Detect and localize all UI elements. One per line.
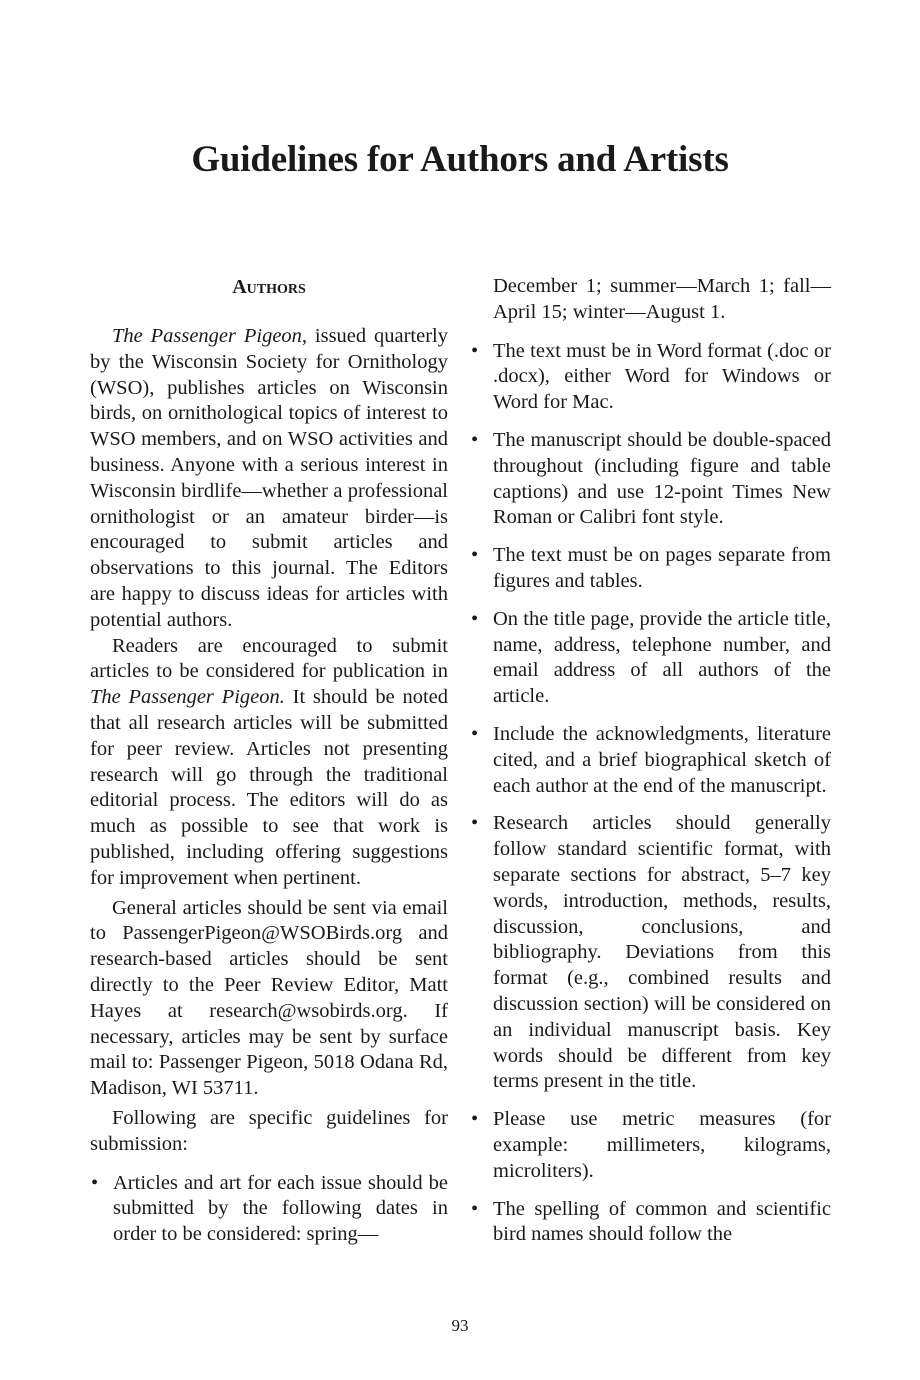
bullet-icon: • bbox=[471, 812, 479, 835]
list-item bbox=[90, 1171, 448, 1248]
list-item bbox=[470, 428, 831, 531]
list-item-text: Research articles should generally follow standard scientific format, with separate sections for abstract, 5–7 key words, introduction, methods, results, discussion, conclusions, and bibliography. Deviations from this format (e.g., combined results and discussion section) will be considered on an individual manuscript basis. Key words should be different from key terms present in the title. bbox=[493, 812, 831, 1093]
list-item-text: The text must be on pages separate from figures and tables. bbox=[493, 544, 831, 592]
paragraph-intro-text: , issued quarterly by the Wisconsin Society for Ornithology (WSO), publishes articles on Wisconsin birds, on ornithological topics of interest to WSO members, and on WSO activities and business. Anyone with a serious interest in Wisconsin birdlife—whether a professional ornithologist or an amateur birder—is encouraged to submit articles and observations to this journal. The Editors are happy to discuss ideas for articles with potential authors. bbox=[90, 325, 448, 631]
list-item bbox=[470, 1197, 831, 1249]
guidelines-list-left bbox=[90, 1171, 448, 1248]
journal-title-italic: The Passenger Pigeon. bbox=[90, 686, 285, 709]
list-item bbox=[470, 1107, 831, 1184]
bullet-icon: • bbox=[471, 428, 479, 451]
paragraph-readers-start: Readers are encouraged to submit articles to be considered for publication in bbox=[90, 634, 448, 683]
list-item bbox=[470, 339, 831, 416]
list-item-text: The manuscript should be double-spaced throughout (including figure and table captions) and use 12-point Times New Roman or Calibri font style. bbox=[493, 428, 831, 529]
list-item-text: The text must be in Word format (.doc or .docx), either Word for Windows or Word for Mac. bbox=[493, 339, 831, 414]
list-item-text: The spelling of common and scientific bird names should follow the bbox=[493, 1197, 831, 1246]
page-title: Guidelines for Authors and Artists bbox=[191, 139, 729, 180]
paragraph-readers bbox=[90, 634, 448, 892]
bullet-icon: • bbox=[471, 544, 479, 567]
list-item-continuation: December 1; summer—March 1; fall—April 15; winter—August 1. bbox=[493, 275, 831, 323]
list-item-text: Please use metric measures (for example: millimeters, kilograms, microliters). bbox=[493, 1108, 831, 1182]
list-item bbox=[470, 607, 831, 710]
section-heading-authors: Authors bbox=[232, 276, 306, 298]
bullet-icon: • bbox=[471, 339, 479, 362]
list-item-text: On the title page, provide the article title, name, address, telephone number, and email address of all authors of the article. bbox=[493, 607, 831, 708]
list-item bbox=[470, 722, 831, 799]
bullet-icon: • bbox=[471, 722, 479, 745]
list-item-text: Include the acknowledgments, literature cited, and a brief biographical sketch of each author at the end of the manuscript. bbox=[493, 722, 831, 797]
list-item-text: Articles and art for each issue should be submitted by the following dates in order to be considered: spring— bbox=[113, 1171, 448, 1246]
list-item bbox=[470, 811, 831, 1095]
bullet-icon: • bbox=[471, 607, 479, 630]
bullet-icon: • bbox=[91, 1171, 99, 1194]
list-item bbox=[470, 543, 831, 595]
paragraph-guidelines-intro: Following are specific guidelines for submission: bbox=[90, 1106, 448, 1155]
bullet-icon: • bbox=[471, 1197, 479, 1220]
paragraph-intro bbox=[90, 324, 448, 634]
journal-title-italic: The Passenger Pigeon bbox=[112, 325, 302, 347]
left-column bbox=[90, 274, 448, 1260]
right-column bbox=[470, 274, 831, 1260]
bullet-icon: • bbox=[471, 1108, 479, 1131]
paragraph-submission-contacts: General articles should be sent via email to PassengerPigeon@WSOBirds.org and research-based articles should be sent directly to the Peer Review Editor, Matt Hayes at research@wsobirds.org. If necessary, articles may be sent by surface mail to: Passenger Pigeon, 5018 Odana Rd, Madison, WI 53711. bbox=[90, 896, 448, 1100]
page-number: 93 bbox=[451, 1316, 469, 1335]
paragraph-readers-rest: It should be noted that all research articles will be submitted for peer review. Articles not presenting research will go through the traditional editorial process. The editors will do as much as possible to see that work is published, including offering suggestions for improvement when pertinent. bbox=[90, 686, 448, 889]
guidelines-list-right bbox=[470, 339, 831, 1249]
